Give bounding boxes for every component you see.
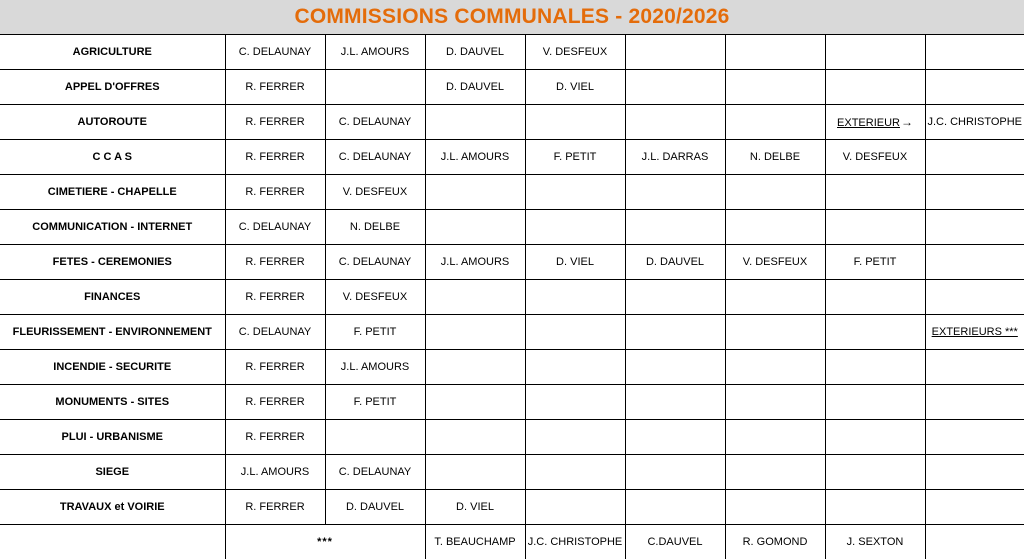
footnote-blank [925, 525, 1024, 560]
member-cell: V. DESFEUX [525, 35, 625, 70]
member-cell [825, 350, 925, 385]
member-cell [625, 35, 725, 70]
member-cell: C. DELAUNAY [325, 455, 425, 490]
member-cell: V. DESFEUX [725, 245, 825, 280]
table-row [0, 210, 1024, 245]
member-cell: D. VIEL [525, 245, 625, 280]
member-cell [925, 385, 1024, 420]
member-cell [725, 105, 825, 140]
footnote-name: R. GOMOND [725, 525, 825, 560]
table-row [0, 315, 1024, 350]
member-cell [425, 315, 525, 350]
member-cell: C. DELAUNAY [325, 105, 425, 140]
member-cell [825, 490, 925, 525]
member-cell: R. FERRER [225, 420, 325, 455]
member-cell [825, 105, 925, 140]
member-cell: J.L. AMOURS [425, 140, 525, 175]
member-cell: F. PETIT [825, 245, 925, 280]
member-cell [825, 35, 925, 70]
member-cell [625, 385, 725, 420]
commission-name: APPEL D'OFFRES [0, 70, 225, 105]
member-cell: V. DESFEUX [325, 280, 425, 315]
member-cell [725, 455, 825, 490]
member-cell [725, 350, 825, 385]
member-cell [725, 420, 825, 455]
member-cell: R. FERRER [225, 280, 325, 315]
member-cell [925, 70, 1024, 105]
member-cell: R. FERRER [225, 140, 325, 175]
member-cell [825, 385, 925, 420]
table-row [0, 70, 1024, 105]
page-title: COMMISSIONS COMMUNALES - 2020/2026 [294, 5, 730, 28]
member-cell: F. PETIT [525, 140, 625, 175]
commission-name: SIEGE [0, 455, 225, 490]
member-cell [925, 455, 1024, 490]
member-cell: R. FERRER [225, 245, 325, 280]
member-cell [525, 350, 625, 385]
commission-name: TRAVAUX et VOIRIE [0, 490, 225, 525]
commission-name: PLUI - URBANISME [0, 420, 225, 455]
member-cell [725, 280, 825, 315]
member-cell: F. PETIT [325, 385, 425, 420]
member-cell [525, 210, 625, 245]
footnote-blank [0, 525, 225, 560]
table-row [0, 455, 1024, 490]
footnote-name: T. BEAUCHAMP [425, 525, 525, 560]
exterieurs-label: EXTERIEURS *** [931, 326, 1018, 338]
member-cell: J.L. AMOURS [325, 350, 425, 385]
member-cell [625, 315, 725, 350]
member-cell: R. FERRER [225, 385, 325, 420]
member-cell [725, 35, 825, 70]
table-row [0, 105, 1024, 140]
member-cell [825, 175, 925, 210]
member-cell: N. DELBE [325, 210, 425, 245]
member-cell [525, 175, 625, 210]
arrow-right-icon: → [900, 115, 913, 129]
member-cell: C. DELAUNAY [325, 140, 425, 175]
member-cell [725, 315, 825, 350]
member-cell [825, 455, 925, 490]
member-cell [325, 70, 425, 105]
member-cell [725, 490, 825, 525]
member-cell [425, 350, 525, 385]
member-cell [525, 490, 625, 525]
member-cell [425, 210, 525, 245]
footnote-name: J.C. CHRISTOPHE [525, 525, 625, 560]
member-cell: C. DELAUNAY [225, 210, 325, 245]
member-cell [425, 175, 525, 210]
table-row [0, 280, 1024, 315]
member-cell: C. DELAUNAY [325, 245, 425, 280]
member-cell [525, 315, 625, 350]
commission-name: FINANCES [0, 280, 225, 315]
member-cell [625, 70, 725, 105]
member-cell: D. DAUVEL [425, 35, 525, 70]
member-cell [925, 315, 1024, 350]
member-cell [725, 210, 825, 245]
member-cell [525, 105, 625, 140]
member-cell: J.L. DARRAS [625, 140, 725, 175]
member-cell [625, 490, 725, 525]
table-row [0, 35, 1024, 70]
member-cell [925, 245, 1024, 280]
member-cell [825, 70, 925, 105]
member-cell: J.C. CHRISTOPHE [925, 105, 1024, 140]
footnote-name: J. SEXTON [825, 525, 925, 560]
member-cell: C. DELAUNAY [225, 315, 325, 350]
member-cell: J.L. AMOURS [325, 35, 425, 70]
table-row [0, 385, 1024, 420]
member-cell [425, 280, 525, 315]
member-cell [925, 175, 1024, 210]
member-cell [625, 280, 725, 315]
member-cell: R. FERRER [225, 175, 325, 210]
member-cell [925, 350, 1024, 385]
footnote-row [0, 525, 1024, 560]
member-cell: R. FERRER [225, 350, 325, 385]
commission-name: MONUMENTS - SITES [0, 385, 225, 420]
exterieur-label: EXTERIEUR [837, 117, 900, 129]
member-cell [825, 280, 925, 315]
member-cell: R. FERRER [225, 105, 325, 140]
member-cell [525, 455, 625, 490]
member-cell: D. DAUVEL [325, 490, 425, 525]
member-cell [525, 420, 625, 455]
member-cell: V. DESFEUX [825, 140, 925, 175]
member-cell [525, 385, 625, 420]
member-cell [625, 455, 725, 490]
table-row [0, 175, 1024, 210]
member-cell: F. PETIT [325, 315, 425, 350]
member-cell: R. FERRER [225, 490, 325, 525]
member-cell [825, 315, 925, 350]
member-cell [625, 105, 725, 140]
member-cell [925, 140, 1024, 175]
member-cell [625, 350, 725, 385]
member-cell [525, 280, 625, 315]
commission-name: FLEURISSEMENT - ENVIRONNEMENT [0, 315, 225, 350]
member-cell: R. FERRER [225, 70, 325, 105]
member-cell [625, 420, 725, 455]
commission-name: AGRICULTURE [0, 35, 225, 70]
member-cell [725, 70, 825, 105]
member-cell [425, 105, 525, 140]
member-cell [825, 210, 925, 245]
member-cell [625, 175, 725, 210]
table-row [0, 420, 1024, 455]
member-cell [925, 420, 1024, 455]
member-cell: J.L. AMOURS [425, 245, 525, 280]
commission-name: COMMUNICATION - INTERNET [0, 210, 225, 245]
member-cell [725, 175, 825, 210]
member-cell [625, 210, 725, 245]
member-cell [325, 420, 425, 455]
commission-name: FETES - CEREMONIES [0, 245, 225, 280]
commission-name: C C A S [0, 140, 225, 175]
member-cell: V. DESFEUX [325, 175, 425, 210]
member-cell: D. DAUVEL [625, 245, 725, 280]
member-cell [425, 385, 525, 420]
member-cell: D. VIEL [525, 70, 625, 105]
member-cell [725, 385, 825, 420]
member-cell [825, 420, 925, 455]
member-cell [425, 455, 525, 490]
member-cell [425, 420, 525, 455]
commissions-table [0, 34, 1024, 559]
footnote-name: C.DAUVEL [625, 525, 725, 560]
member-cell [925, 35, 1024, 70]
member-cell [925, 490, 1024, 525]
commission-name: CIMETIERE - CHAPELLE [0, 175, 225, 210]
member-cell: N. DELBE [725, 140, 825, 175]
footnote-marker: *** [225, 525, 425, 560]
member-cell: J.L. AMOURS [225, 455, 325, 490]
table-row [0, 490, 1024, 525]
member-cell [925, 280, 1024, 315]
table-row [0, 245, 1024, 280]
table-row [0, 140, 1024, 175]
table-row [0, 350, 1024, 385]
commission-name: INCENDIE - SECURITE [0, 350, 225, 385]
member-cell: D. DAUVEL [425, 70, 525, 105]
member-cell: D. VIEL [425, 490, 525, 525]
member-cell [925, 210, 1024, 245]
member-cell: C. DELAUNAY [225, 35, 325, 70]
commission-name: AUTOROUTE [0, 105, 225, 140]
